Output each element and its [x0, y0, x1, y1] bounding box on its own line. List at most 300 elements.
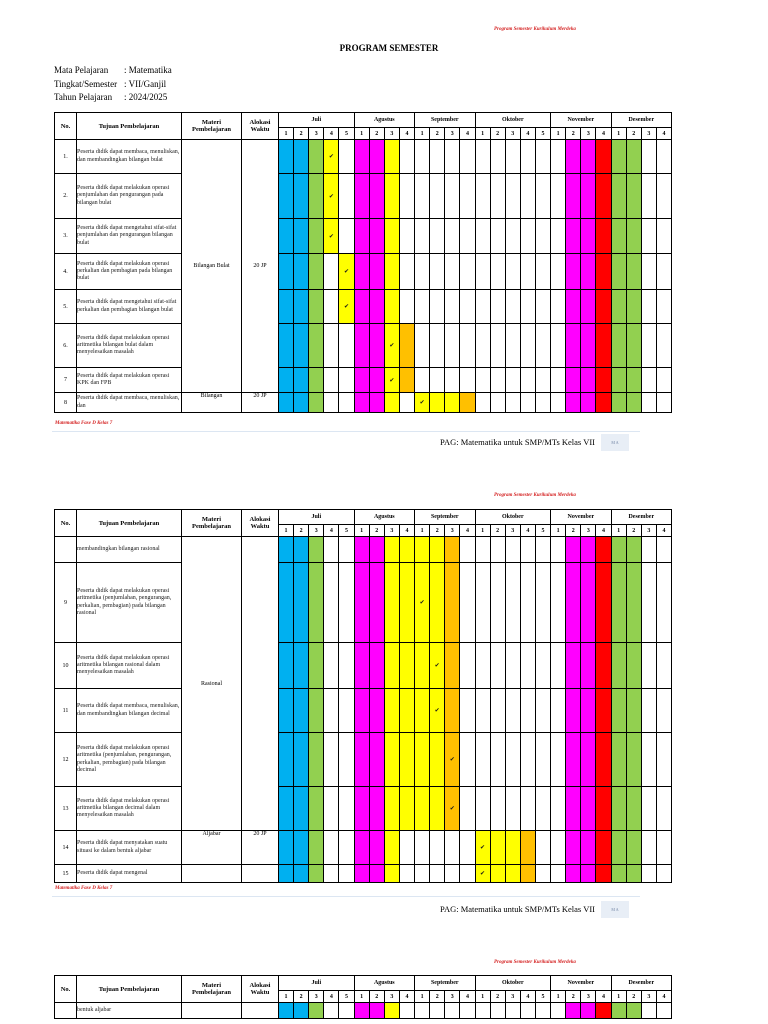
week-cell	[581, 689, 596, 733]
week-cell	[641, 643, 656, 689]
week-cell	[520, 831, 535, 865]
week-cell	[399, 865, 414, 883]
week-cell	[339, 787, 354, 831]
week-cell	[339, 643, 354, 689]
week-cell	[384, 393, 399, 413]
week-cell	[505, 537, 520, 563]
week-cell	[279, 393, 294, 413]
week-cell	[626, 865, 641, 883]
week-cell	[551, 733, 566, 787]
week-cell	[324, 368, 339, 393]
week-cell	[641, 733, 656, 787]
week-cell	[324, 1003, 339, 1019]
week-cell	[399, 393, 414, 413]
table-row	[55, 865, 672, 883]
week-cell	[656, 831, 671, 865]
row-number: 7	[55, 368, 77, 393]
week-cell	[490, 254, 505, 290]
week-cell	[535, 643, 550, 689]
week-cell	[551, 174, 566, 219]
week-cell	[505, 563, 520, 643]
row-number: 9	[55, 563, 77, 643]
week-cell	[399, 537, 414, 563]
week-cell	[641, 865, 656, 883]
week-cell	[611, 393, 626, 413]
week-cell	[596, 537, 611, 563]
week-cell	[384, 174, 399, 219]
week-header: 5	[535, 991, 550, 1003]
week-cell	[535, 865, 550, 883]
learning-objective: Peserta didik dapat melakukan operasi KPK dan FPB	[77, 368, 182, 393]
week-cell	[505, 689, 520, 733]
week-header: 4	[460, 128, 475, 140]
week-cell	[475, 537, 490, 563]
week-header: 5	[339, 991, 354, 1003]
week-header: 1	[415, 525, 430, 537]
week-cell	[445, 174, 460, 219]
week-cell	[626, 787, 641, 831]
week-cell	[626, 254, 641, 290]
week-cell	[656, 733, 671, 787]
week-cell	[520, 787, 535, 831]
week-cell	[445, 865, 460, 883]
footer-note: Matematika Fase D Kelas 7	[55, 421, 113, 426]
week-cell	[445, 290, 460, 324]
week-header: 4	[520, 525, 535, 537]
week-cell	[369, 174, 384, 219]
materi-cell: Aljabar	[182, 831, 242, 865]
week-header: 3	[581, 128, 596, 140]
week-cell	[505, 324, 520, 368]
alokasi-cell	[242, 865, 279, 883]
week-cell	[611, 290, 626, 324]
week-cell	[566, 689, 581, 733]
week-cell	[369, 290, 384, 324]
week-cell	[596, 643, 611, 689]
week-cell	[430, 368, 445, 393]
week-cell	[505, 865, 520, 883]
week-cell	[279, 174, 294, 219]
week-cell	[369, 689, 384, 733]
week-cell	[369, 787, 384, 831]
table-row	[55, 290, 672, 324]
week-header: 4	[656, 128, 671, 140]
week-cell	[566, 643, 581, 689]
week-header: 1	[354, 991, 369, 1003]
week-cell	[399, 290, 414, 324]
week-cell	[399, 1003, 414, 1019]
week-cell	[399, 831, 414, 865]
week-cell	[611, 643, 626, 689]
row-number: 13	[55, 787, 77, 831]
week-cell	[309, 733, 324, 787]
week-cell	[339, 733, 354, 787]
week-cell	[399, 787, 414, 831]
week-cell	[566, 254, 581, 290]
week-cell	[596, 324, 611, 368]
week-header: 4	[399, 128, 414, 140]
week-cell	[339, 1003, 354, 1019]
week-header: 4	[460, 525, 475, 537]
week-cell	[581, 537, 596, 563]
semester-table-page-1	[54, 112, 672, 413]
week-cell	[324, 324, 339, 368]
week-cell	[626, 368, 641, 393]
week-cell	[641, 140, 656, 174]
week-cell	[490, 324, 505, 368]
week-cell	[430, 563, 445, 643]
subject-value: : Matematika	[124, 65, 172, 75]
alokasi-cell	[242, 1003, 279, 1019]
week-header: 1	[611, 991, 626, 1003]
row-number: 3.	[55, 219, 77, 254]
week-header: 2	[430, 991, 445, 1003]
week-cell	[384, 254, 399, 290]
week-header: 3	[641, 525, 656, 537]
table-row	[55, 689, 672, 733]
materi-cell: Bilangan Bulat	[182, 140, 242, 393]
materi-cell	[182, 865, 242, 883]
week-cell	[475, 324, 490, 368]
week-cell	[324, 254, 339, 290]
week-cell	[369, 537, 384, 563]
week-cell	[566, 733, 581, 787]
week-header: 4	[399, 525, 414, 537]
week-cell	[309, 368, 324, 393]
week-cell	[354, 324, 369, 368]
week-cell	[384, 689, 399, 733]
week-cell	[611, 689, 626, 733]
month-header: Desember	[611, 976, 671, 991]
week-cell	[339, 219, 354, 254]
week-cell	[309, 865, 324, 883]
week-header: 1	[475, 991, 490, 1003]
subject-label: Mata Pelajaran	[54, 65, 109, 75]
week-cell	[505, 368, 520, 393]
week-cell	[596, 368, 611, 393]
week-cell	[520, 1003, 535, 1019]
week-cell	[551, 324, 566, 368]
week-cell-checked: ✔	[415, 393, 430, 413]
week-cell	[596, 393, 611, 413]
week-cell	[641, 689, 656, 733]
week-cell	[566, 831, 581, 865]
week-cell	[369, 733, 384, 787]
week-cell	[460, 219, 475, 254]
week-cell	[656, 787, 671, 831]
week-cell	[626, 174, 641, 219]
week-cell-checked: ✔	[324, 174, 339, 219]
week-cell	[626, 563, 641, 643]
week-cell	[309, 254, 324, 290]
week-cell	[324, 393, 339, 413]
week-cell	[294, 393, 309, 413]
week-cell	[490, 643, 505, 689]
week-cell	[309, 643, 324, 689]
week-cell	[581, 733, 596, 787]
week-cell	[551, 537, 566, 563]
footer-note: Matematika Fase D Kelas 7	[55, 886, 113, 891]
week-cell-checked: ✔	[475, 865, 490, 883]
table-row	[55, 563, 672, 643]
week-cell	[611, 1003, 626, 1019]
table-row	[55, 831, 672, 865]
week-cell	[475, 563, 490, 643]
month-header: Agustus	[354, 976, 414, 991]
week-cell	[520, 563, 535, 643]
week-cell	[490, 537, 505, 563]
week-header: 4	[324, 991, 339, 1003]
week-cell	[596, 689, 611, 733]
week-cell	[581, 140, 596, 174]
week-header: 1	[475, 525, 490, 537]
week-header: 1	[611, 128, 626, 140]
week-header: 4	[324, 128, 339, 140]
week-cell	[399, 563, 414, 643]
week-cell	[309, 563, 324, 643]
week-cell	[551, 1003, 566, 1019]
week-cell	[505, 1003, 520, 1019]
week-cell	[641, 368, 656, 393]
week-cell	[490, 140, 505, 174]
week-cell	[354, 174, 369, 219]
week-cell	[535, 368, 550, 393]
week-cell	[475, 393, 490, 413]
week-header: 1	[354, 128, 369, 140]
week-cell	[460, 643, 475, 689]
week-header: 2	[566, 128, 581, 140]
month-header: Agustus	[354, 113, 414, 128]
week-cell	[611, 537, 626, 563]
week-cell	[551, 689, 566, 733]
week-header: 4	[460, 991, 475, 1003]
week-header: 1	[611, 525, 626, 537]
week-cell	[354, 733, 369, 787]
learning-objective: Peserta didik dapat melakukan operasi perkalian dan pembagian pada bilangan bulat	[77, 254, 182, 290]
week-header: 5	[339, 525, 354, 537]
week-cell	[279, 140, 294, 174]
week-cell	[369, 865, 384, 883]
learning-objective: membandingkan bilangan rasional	[77, 537, 182, 563]
week-cell	[535, 689, 550, 733]
week-cell	[520, 393, 535, 413]
week-cell-checked: ✔	[445, 733, 460, 787]
table-row	[55, 1003, 672, 1019]
week-cell	[294, 174, 309, 219]
week-cell	[294, 324, 309, 368]
week-cell	[460, 290, 475, 324]
month-header: November	[551, 976, 611, 991]
week-cell	[641, 324, 656, 368]
week-cell	[430, 324, 445, 368]
week-header: 2	[369, 128, 384, 140]
week-cell	[490, 563, 505, 643]
week-cell	[369, 563, 384, 643]
week-header: 4	[596, 525, 611, 537]
week-cell	[535, 174, 550, 219]
week-cell	[551, 787, 566, 831]
week-header: 3	[384, 525, 399, 537]
week-cell	[505, 140, 520, 174]
week-cell	[596, 174, 611, 219]
week-cell	[641, 174, 656, 219]
row-number: 10	[55, 643, 77, 689]
week-cell	[415, 1003, 430, 1019]
learning-objective: Peserta didik dapat membaca, menuliskan, dan membandingkan bilangan decimal	[77, 689, 182, 733]
week-header: 3	[445, 525, 460, 537]
table-row	[55, 787, 672, 831]
week-header: 2	[626, 525, 641, 537]
month-header: Desember	[611, 113, 671, 128]
week-cell	[551, 290, 566, 324]
week-cell	[460, 787, 475, 831]
week-cell	[520, 290, 535, 324]
week-cell	[430, 1003, 445, 1019]
month-header: Oktober	[475, 976, 551, 991]
week-cell	[279, 643, 294, 689]
row-number: 4.	[55, 254, 77, 290]
learning-objective: Peserta didik dapat melakukan operasi aritmetika (penjumlahan, pengurangan, perkalian, pembagian) pada bilangan rasional	[77, 563, 182, 643]
week-header: 1	[551, 525, 566, 537]
week-cell	[611, 733, 626, 787]
week-cell	[294, 537, 309, 563]
week-header: 3	[445, 991, 460, 1003]
week-cell	[490, 831, 505, 865]
materi-cell: Bilangan	[182, 393, 242, 413]
week-cell	[294, 254, 309, 290]
week-cell	[324, 563, 339, 643]
week-cell	[581, 324, 596, 368]
week-cell	[279, 324, 294, 368]
table-row	[55, 219, 672, 254]
week-cell	[535, 393, 550, 413]
week-header: 4	[399, 991, 414, 1003]
week-cell	[430, 831, 445, 865]
month-header: Juli	[279, 976, 355, 991]
week-header: 4	[596, 991, 611, 1003]
week-cell	[445, 254, 460, 290]
week-cell	[490, 733, 505, 787]
week-header: 2	[626, 991, 641, 1003]
week-cell	[294, 140, 309, 174]
col-tujuan-header: Tujuan Pembelajaran	[77, 976, 182, 1003]
month-header: September	[415, 976, 475, 991]
week-cell-checked: ✔	[384, 368, 399, 393]
month-header: Juli	[279, 113, 355, 128]
week-cell	[294, 865, 309, 883]
week-header: 3	[505, 128, 520, 140]
week-cell	[596, 290, 611, 324]
week-header: 3	[309, 128, 324, 140]
week-header: 2	[490, 991, 505, 1003]
week-cell	[520, 733, 535, 787]
week-cell	[309, 324, 324, 368]
week-cell	[445, 393, 460, 413]
week-cell	[641, 1003, 656, 1019]
week-cell	[369, 831, 384, 865]
week-cell	[460, 140, 475, 174]
week-cell-checked: ✔	[475, 831, 490, 865]
week-cell	[505, 831, 520, 865]
week-cell	[354, 831, 369, 865]
week-header: 3	[309, 525, 324, 537]
week-cell	[566, 290, 581, 324]
week-header: 4	[656, 991, 671, 1003]
week-cell	[294, 643, 309, 689]
learning-objective: Peserta didik dapat melakukan operasi aritmetika bilangan decimal dalam menyelesaikan masalah	[77, 787, 182, 831]
publisher-logo: M A	[601, 434, 629, 451]
week-cell	[279, 290, 294, 324]
week-cell	[415, 643, 430, 689]
week-cell	[354, 1003, 369, 1019]
week-cell	[279, 733, 294, 787]
week-cell	[566, 174, 581, 219]
week-cell	[520, 254, 535, 290]
week-cell	[369, 643, 384, 689]
materi-cell	[182, 1003, 242, 1019]
week-cell	[354, 219, 369, 254]
week-cell	[596, 254, 611, 290]
week-header: 1	[279, 991, 294, 1003]
week-cell	[430, 174, 445, 219]
week-cell	[581, 1003, 596, 1019]
week-cell	[324, 733, 339, 787]
week-cell	[354, 563, 369, 643]
week-cell	[596, 563, 611, 643]
week-cell	[581, 787, 596, 831]
week-cell	[551, 393, 566, 413]
semester-table-page-3	[54, 975, 672, 1019]
week-header: 1	[415, 991, 430, 1003]
week-cell	[399, 174, 414, 219]
week-cell	[520, 643, 535, 689]
week-cell	[551, 219, 566, 254]
week-cell	[339, 174, 354, 219]
col-alokasi-header: Alokasi Waktu	[242, 510, 279, 537]
week-cell	[505, 174, 520, 219]
learning-objective: Peserta didik dapat menyatakan suatu situasi ke dalam bentuk aljabar	[77, 831, 182, 865]
week-cell	[475, 140, 490, 174]
week-cell	[354, 689, 369, 733]
week-cell	[399, 368, 414, 393]
week-cell	[445, 219, 460, 254]
week-cell	[475, 689, 490, 733]
week-cell	[369, 368, 384, 393]
col-materi-header: Materi Pembelajaran	[182, 510, 242, 537]
week-cell	[490, 865, 505, 883]
level-label: Tingkat/Semester	[54, 78, 118, 89]
week-cell	[641, 563, 656, 643]
row-number	[55, 537, 77, 563]
week-cell	[415, 368, 430, 393]
week-header: 3	[581, 525, 596, 537]
learning-objective: bentuk aljabar	[77, 1003, 182, 1019]
learning-objective: Peserta didik dapat mengenal	[77, 865, 182, 883]
week-cell	[309, 393, 324, 413]
week-cell	[399, 219, 414, 254]
week-cell	[520, 324, 535, 368]
week-header: 1	[279, 128, 294, 140]
table-row	[55, 643, 672, 689]
table-row	[55, 733, 672, 787]
week-cell	[279, 254, 294, 290]
week-header: 2	[294, 525, 309, 537]
week-cell	[369, 324, 384, 368]
week-cell	[324, 643, 339, 689]
header-note: Program Semester Kurikulum Merdeka	[494, 960, 576, 965]
week-header: 5	[535, 128, 550, 140]
week-cell	[309, 831, 324, 865]
